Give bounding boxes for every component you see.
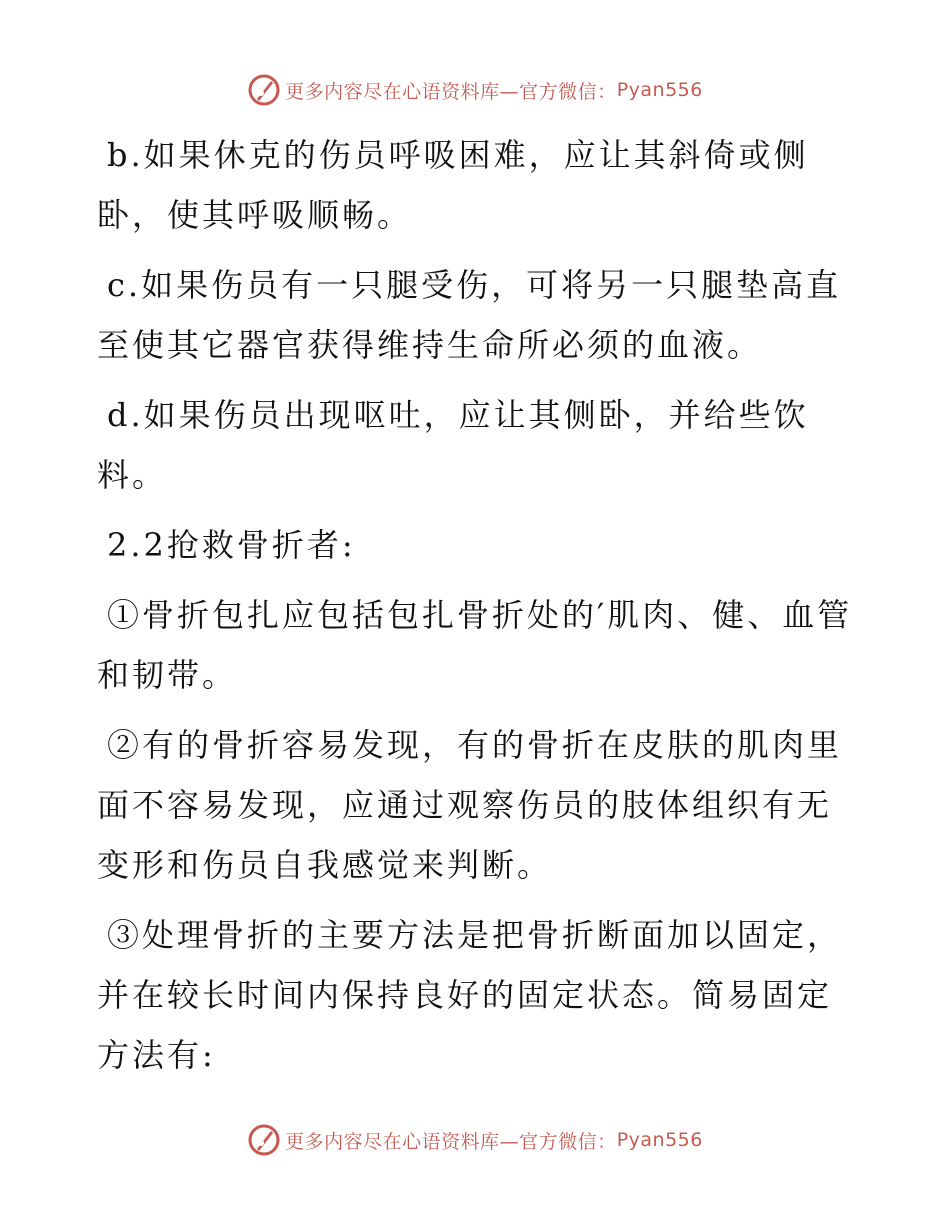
paragraph-text: 有的骨折容易发现，有的骨折在皮肤的肌肉里面不容易发现，应通过观察伤员的肢体组织有无变形和伤员自我感觉来判断。 xyxy=(97,726,843,884)
paragraph-text: 如果伤员出现呕吐，应让其侧卧，并给些饮料。 xyxy=(97,396,809,494)
paragraph-text: 如果休克的伤员呼吸困难，应让其斜倚或侧卧，使其呼吸顺畅。 xyxy=(97,136,809,234)
section-number: 2.2 xyxy=(107,526,167,564)
paragraph-text: 处理骨折的主要方法是把骨折断面加以固定，并在较长时间内保持良好的固定状态。简易固定方法有: xyxy=(97,916,843,1074)
watermark-separator-text: —官方微信： xyxy=(499,1130,617,1153)
paragraph-lead: b. xyxy=(107,136,144,174)
footer-watermark xyxy=(0,1120,950,1160)
watermark-main-text: 更多内容尽在心语资料库 xyxy=(285,80,500,103)
header-watermark xyxy=(0,70,950,110)
paragraph xyxy=(97,905,857,1085)
paragraph-lead: ② xyxy=(107,726,143,764)
paragraph xyxy=(97,715,857,895)
paragraph-text: 骨折包扎应包括包扎骨折处的′肌肉、健、血管和韧带。 xyxy=(97,596,853,694)
section-heading xyxy=(97,515,857,575)
paragraph-lead: ③ xyxy=(107,916,143,954)
paragraph xyxy=(97,255,857,375)
paragraph-text: 如果伤员有一只腿受伤，可将另一只腿垫高直至使其它器官获得维持生命所必须的血液。 xyxy=(97,266,842,364)
watermark-main-text: 更多内容尽在心语资料库 xyxy=(285,1130,500,1153)
paragraph-lead: ① xyxy=(107,596,143,634)
quill-logo-icon xyxy=(247,73,281,107)
section-title: 抢救骨折者: xyxy=(166,526,356,564)
watermark-id-text: Pyan556 xyxy=(616,79,703,101)
quill-logo-icon xyxy=(247,1123,281,1157)
paragraph xyxy=(97,585,857,705)
paragraph-lead: c. xyxy=(107,266,142,304)
paragraph xyxy=(97,385,857,505)
paragraph-lead: d. xyxy=(107,396,144,434)
paragraph xyxy=(97,125,857,245)
watermark-separator-text: —官方微信： xyxy=(499,80,617,103)
document-body xyxy=(97,125,857,1095)
watermark-id-text: Pyan556 xyxy=(616,1129,703,1151)
